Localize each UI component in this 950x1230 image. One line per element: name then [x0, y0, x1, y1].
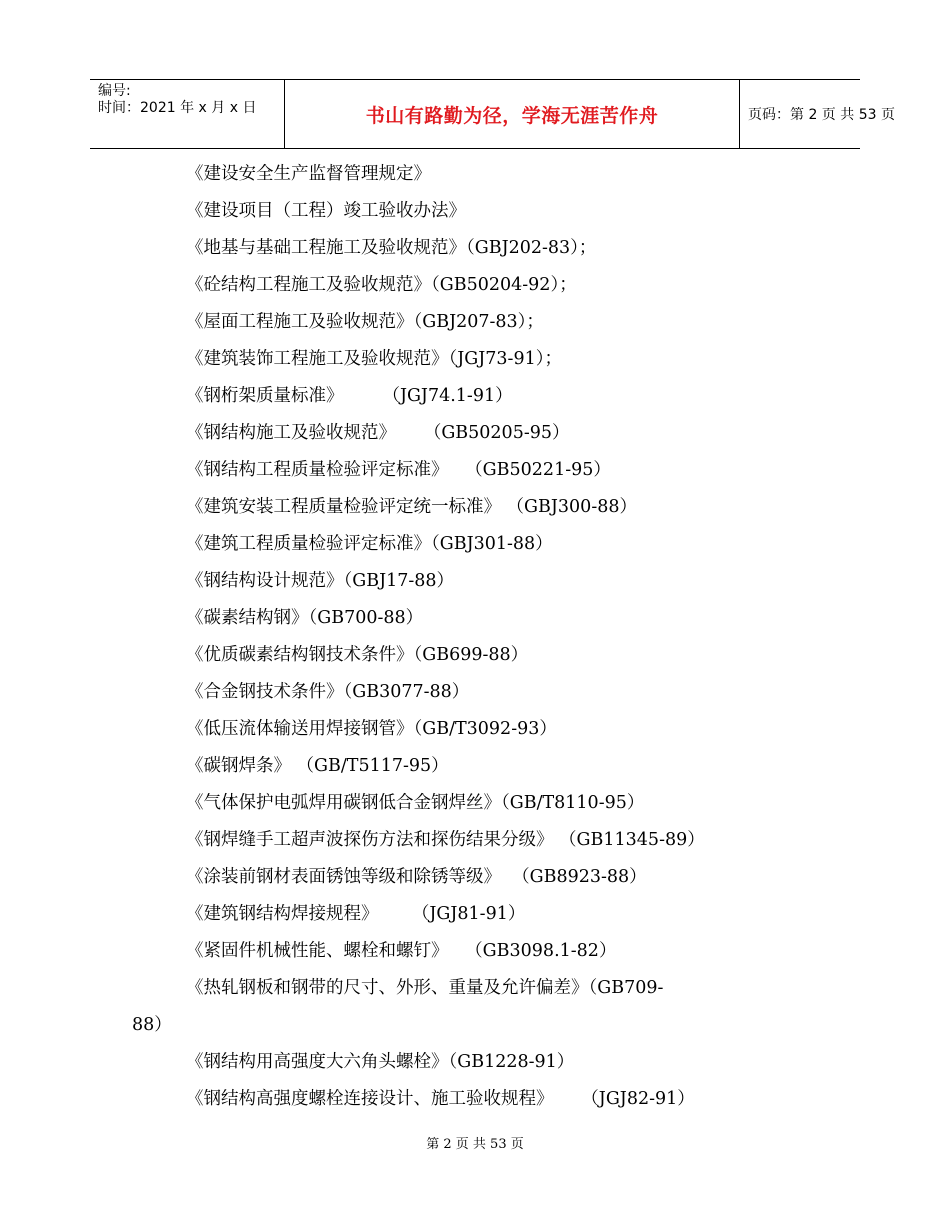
page-number-label: 页码：第 2 页 共 53 页 [748, 107, 895, 123]
list-item: 《建筑钢结构焊接规程》 （JGJ81-91） [186, 904, 526, 924]
list-item: 《钢结构用高强度大六角头螺栓》（GB1228-91） [186, 1052, 575, 1072]
list-item: 《热轧钢板和钢带的尺寸、外形、重量及允许偏差》（GB709- [186, 978, 664, 998]
page-header [90, 79, 895, 149]
motto-text: 书山有路勤为径，学海无涯苦作舟 [365, 105, 659, 127]
time-label: 时间：2021 年 x 月 x 日 [98, 100, 257, 116]
list-item: 《气体保护电弧焊用碳钢低合金钢焊丝》（GB/T8110-95） [186, 793, 645, 813]
header-motto-cell [284, 80, 740, 148]
list-item: 《屋面工程施工及验收规范》（GBJ207-83）； [186, 312, 544, 332]
list-item: 《建设项目（工程）竣工验收办法》 [186, 201, 466, 221]
list-item: 《涂装前钢材表面锈蚀等级和除锈等级》 （GB8923-88） [186, 867, 647, 887]
list-item: 《钢结构高强度螺栓连接设计、施工验收规程》 （JGJ82-91） [186, 1089, 695, 1109]
list-item: 《紧固件机械性能、螺栓和螺钉》 （GB3098.1-82） [186, 941, 617, 961]
list-item: 《建筑装饰工程施工及验收规范》（JGJ73-91）； [186, 349, 562, 369]
list-item: 《建设安全生产监督管理规定》 [186, 164, 431, 184]
number-label: 编号: [98, 83, 131, 99]
list-item: 《钢结构设计规范》（GBJ17-88） [186, 571, 455, 591]
list-item: 《建筑安装工程质量检验评定统一标准》 （GBJ300-88） [186, 497, 637, 517]
list-item: 《钢结构工程质量检验评定标准》 （GB50221-95） [186, 460, 611, 480]
list-item: 《碳素结构钢》（GB700-88） [186, 608, 424, 628]
list-item: 《钢焊缝手工超声波探伤方法和探伤结果分级》 （GB11345-89） [186, 830, 705, 850]
list-item: 《钢结构施工及验收规范》 （GB50205-95） [186, 423, 570, 443]
list-item-continuation: 88） [132, 1015, 172, 1035]
list-item: 《合金钢技术条件》（GB3077-88） [186, 682, 470, 702]
list-item: 《钢桁架质量标准》 （JGJ74.1-91） [186, 386, 513, 406]
list-item: 《低压流体输送用焊接钢管》（GB/T3092-93） [186, 719, 557, 739]
list-item: 《优质碳素结构钢技术条件》（GB699-88） [186, 645, 529, 665]
list-item: 《碳钢焊条》 （GB/T5117-95） [186, 756, 449, 776]
header-meta [90, 80, 284, 148]
list-item: 《砼结构工程施工及验收规范》（GB50204-92）； [186, 275, 577, 295]
list-item: 《地基与基础工程施工及验收规范》（GBJ202-83）； [186, 238, 597, 258]
page-footer: 第 2 页 共 53 页 [426, 1137, 524, 1152]
list-item: 《建筑工程质量检验评定标准》（GBJ301-88） [186, 534, 553, 554]
